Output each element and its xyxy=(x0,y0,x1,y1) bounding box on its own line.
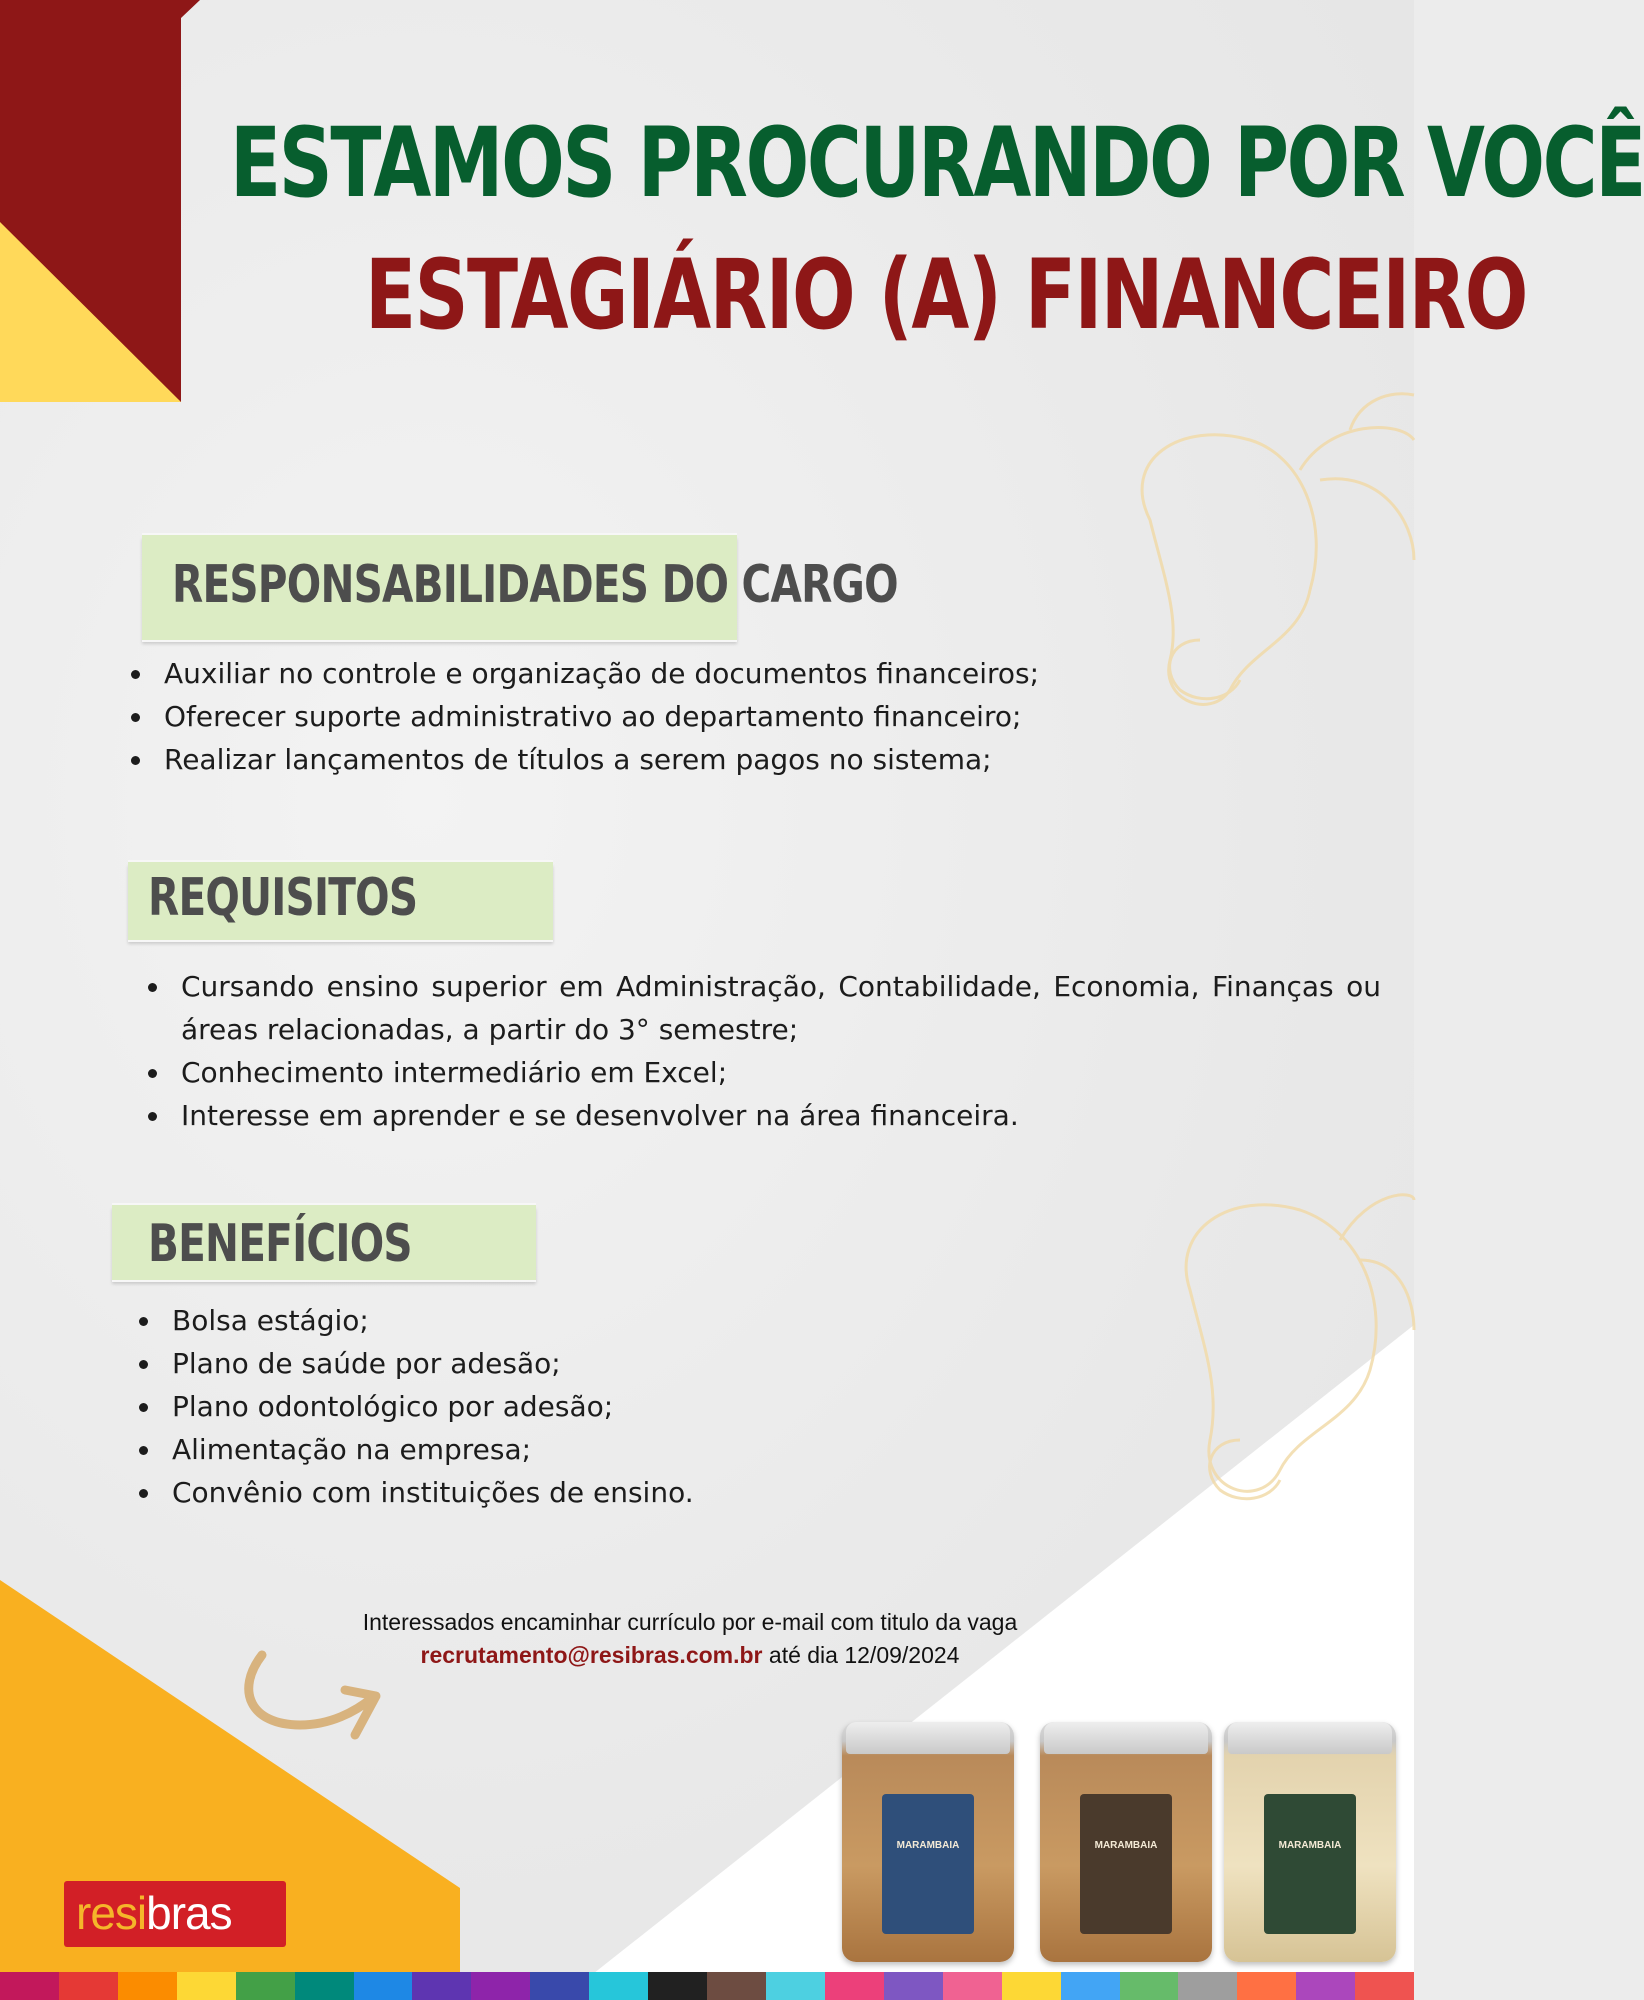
list-item: Realizar lançamentos de títulos a serem pagos no sistema; xyxy=(164,738,1314,781)
job-title: ESTAGIÁRIO (A) FINANCEIRO xyxy=(365,239,1527,351)
cta-line-1: Interessados encaminhar currículo por e-mail com titulo da vaga xyxy=(362,1609,1018,1635)
color-stripe xyxy=(0,1972,1414,2000)
jar-label: MARAMBAIA xyxy=(1080,1794,1172,1934)
deadline-text: até dia 12/09/2024 xyxy=(762,1642,960,1668)
section-heading-responsibilities: RESPONSABILIDADES DO CARGO xyxy=(172,555,898,615)
jar-label: MARAMBAIA xyxy=(1264,1794,1356,1934)
list-item: Cursando ensino superior em Administração, Contabilidade, Economia, Finanças ou áreas relacionadas, a partir do 3° semestre; xyxy=(181,965,1381,1051)
requirements-list xyxy=(181,965,1381,1137)
list-item: Alimentação na empresa; xyxy=(172,1428,972,1471)
list-item: Interesse em aprender e se desenvolver na área financeira. xyxy=(181,1094,1381,1137)
section-heading-requirements: REQUISITOS xyxy=(148,868,418,928)
list-item: Auxiliar no controle e organização de documentos financeiros; xyxy=(164,652,1314,695)
list-item: Plano de saúde por adesão; xyxy=(172,1342,972,1385)
product-jar-2 xyxy=(1040,1722,1212,1962)
jar-label: MARAMBAIA xyxy=(882,1794,974,1934)
cta-line-2 xyxy=(300,1642,1080,1669)
section-heading-benefits: BENEFÍCIOS xyxy=(148,1214,412,1274)
product-jar-3 xyxy=(1224,1722,1396,1962)
resibras-logo: resibras xyxy=(64,1881,286,1947)
email-link[interactable]: recrutamento@resibras.com.br xyxy=(420,1642,763,1668)
benefits-list xyxy=(172,1299,972,1514)
list-item: Oferecer suporte administrativo ao departamento financeiro; xyxy=(164,695,1314,738)
list-item: Plano odontológico por adesão; xyxy=(172,1385,972,1428)
product-jar-1 xyxy=(842,1722,1014,1962)
list-item: Conhecimento intermediário em Excel; xyxy=(181,1051,1381,1094)
page-title: ESTAMOS PROCURANDO POR VOCÊ xyxy=(230,107,1644,219)
list-item: Convênio com instituições de ensino. xyxy=(172,1471,972,1514)
list-item: Bolsa estágio; xyxy=(172,1299,972,1342)
responsibilities-list xyxy=(164,652,1314,781)
